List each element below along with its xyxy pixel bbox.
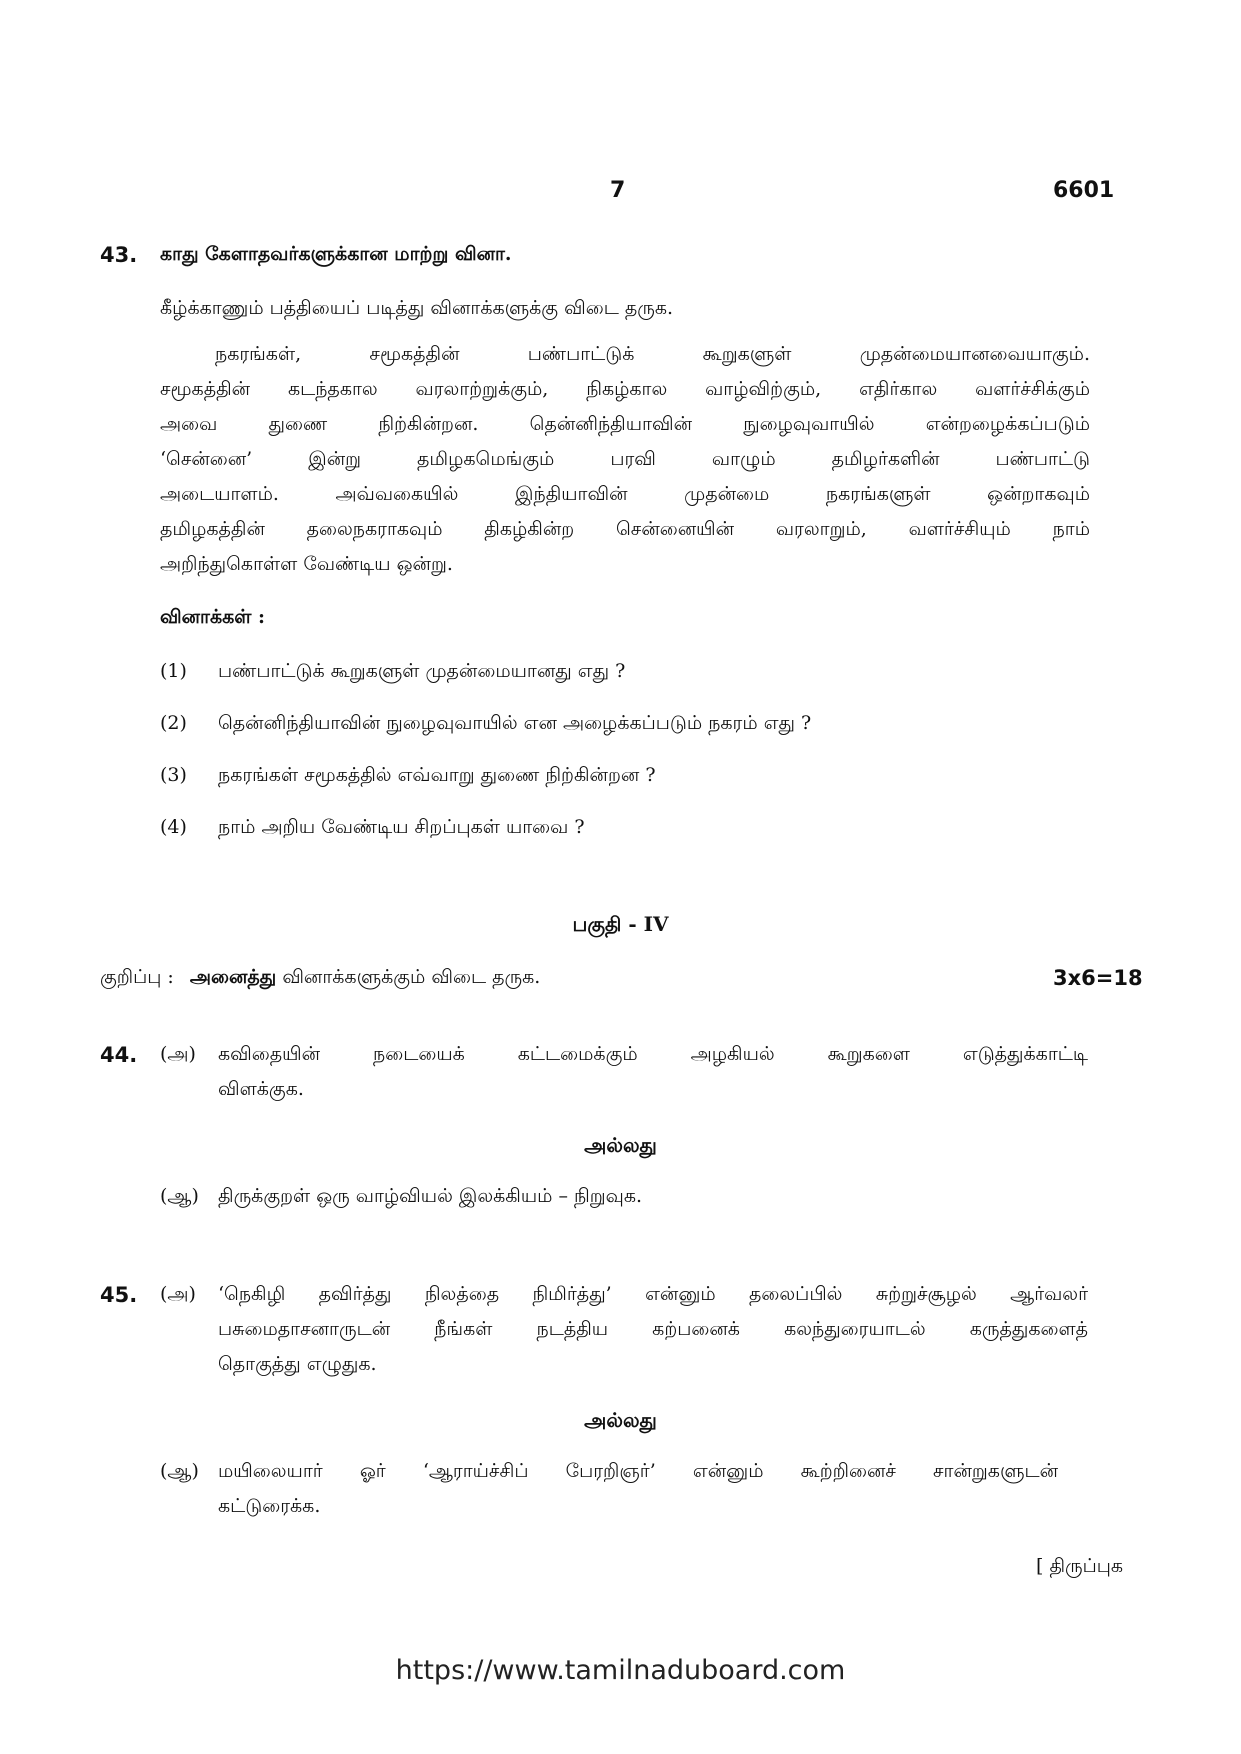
sub-question-text: நகரங்கள் சமூகத்தில் எவ்வாறு துணை நிற்கின்றன ?: [218, 764, 656, 786]
q44-b-text: திருக்குறள் ஒரு வாழ்வியல் இலக்கியம் – நிறுவுக.: [218, 1185, 643, 1207]
q45-b-text: மயிலையார் ஓர் ‘ஆராய்ச்சிப் பேரறிஞர்’ என்னும் கூற்றினைச் சான்றுகளுடன்: [218, 1460, 1058, 1482]
question-44-number: 44.: [100, 1043, 138, 1067]
paragraph-line: அடையாளம். அவ்வகையில் இந்தியாவின் முதன்மை நகரங்களுள் ஒன்றாகவும்: [160, 483, 1090, 505]
section-note: [100, 966, 540, 991]
question-45-number: 45.: [100, 1283, 138, 1307]
sub-question-text: தென்னிந்தியாவின் நுழைவுவாயில் என அழைக்கப்படும் நகரம் எது ?: [218, 712, 812, 734]
q44-a-text: கவிதையின் நடையைக் கட்டமைக்கும் அழகியல் கூறுகளை எடுத்துக்காட்டி: [218, 1043, 1088, 1065]
paragraph-line: நகரங்கள், சமூகத்தின் பண்பாட்டுக் கூறுகளுள் முதன்மையானவையாகும்.: [215, 343, 1090, 365]
q44-b-label: (ஆ): [160, 1185, 199, 1207]
q45-a-text-cont: பசுமைதாசனாருடன் நீங்கள் நடத்திய கற்பனைக் கலந்துரையாடல் கருத்துகளைத்: [218, 1318, 1088, 1340]
section-title: பகுதி - IV: [572, 912, 669, 936]
sub-question-number: (1): [160, 660, 187, 682]
section-marks: 3x6=18: [1053, 966, 1143, 990]
sub-question-number: (2): [160, 712, 187, 734]
turn-over-note: [ திருப்புக: [1036, 1555, 1124, 1577]
note-text: வினாக்களுக்கும் விடை தருக.: [282, 966, 541, 988]
q45-a-text-end: தொகுத்து எழுதுக.: [218, 1353, 377, 1375]
q45-b-label: (ஆ): [160, 1460, 199, 1482]
question-43-number: 43.: [100, 243, 138, 267]
question-43-title: காது கேளாதவர்களுக்கான மாற்று வினா.: [160, 243, 512, 265]
q44-a-text-cont: விளக்குக.: [218, 1078, 304, 1100]
or-divider: அல்லது: [584, 1408, 657, 1432]
sub-question-number: (3): [160, 764, 187, 786]
q44-a-label: (அ): [160, 1043, 196, 1065]
sub-question-text: நாம் அறிய வேண்டிய சிறப்புகள் யாவை ?: [218, 816, 585, 838]
paragraph-line: தமிழகத்தின் தலைநகராகவும் திகழ்கின்ற சென்னையின் வரலாறும், வளர்ச்சியும் நாம்: [160, 518, 1090, 540]
paper-code: 6601: [1053, 178, 1115, 203]
q45-a-text: ‘நெகிழி தவிர்த்து நிலத்தை நிமிர்த்து’ என்னும் தலைப்பில் சுற்றுச்சூழல் ஆர்வலர்: [218, 1283, 1088, 1305]
or-divider: அல்லது: [584, 1133, 657, 1157]
paragraph-line: அவை துணை நிற்கின்றன. தென்னிந்தியாவின் நுழைவுவாயில் என்றழைக்கப்படும்: [160, 413, 1090, 435]
q45-a-label: (அ): [160, 1283, 196, 1305]
q45-b-text-cont: கட்டுரைக்க.: [218, 1495, 321, 1517]
questions-label: வினாக்கள் :: [160, 606, 266, 628]
paragraph-line: அறிந்துகொள்ள வேண்டிய ஒன்று.: [160, 553, 453, 575]
note-emphasis: அனைத்து: [189, 966, 277, 988]
website-url: https://www.tamilnaduboard.com: [395, 1655, 846, 1686]
sub-question-text: பண்பாட்டுக் கூறுகளுள் முதன்மையானது எது ?: [218, 660, 626, 682]
note-label: குறிப்பு :: [100, 966, 174, 988]
sub-question-number: (4): [160, 816, 187, 838]
question-43-instruction: கீழ்க்காணும் பத்தியைப் படித்து வினாக்களுக்கு விடை தருக.: [160, 297, 674, 319]
paragraph-line: சமூகத்தின் கடந்தகால வரலாற்றுக்கும், நிகழ்கால வாழ்விற்கும், எதிர்கால வளர்ச்சிக்கும்: [160, 378, 1090, 400]
page-number: 7: [610, 178, 626, 203]
paragraph-line: ‘சென்னை’ இன்று தமிழகமெங்கும் பரவி வாழும் தமிழர்களின் பண்பாட்டு: [160, 448, 1090, 470]
